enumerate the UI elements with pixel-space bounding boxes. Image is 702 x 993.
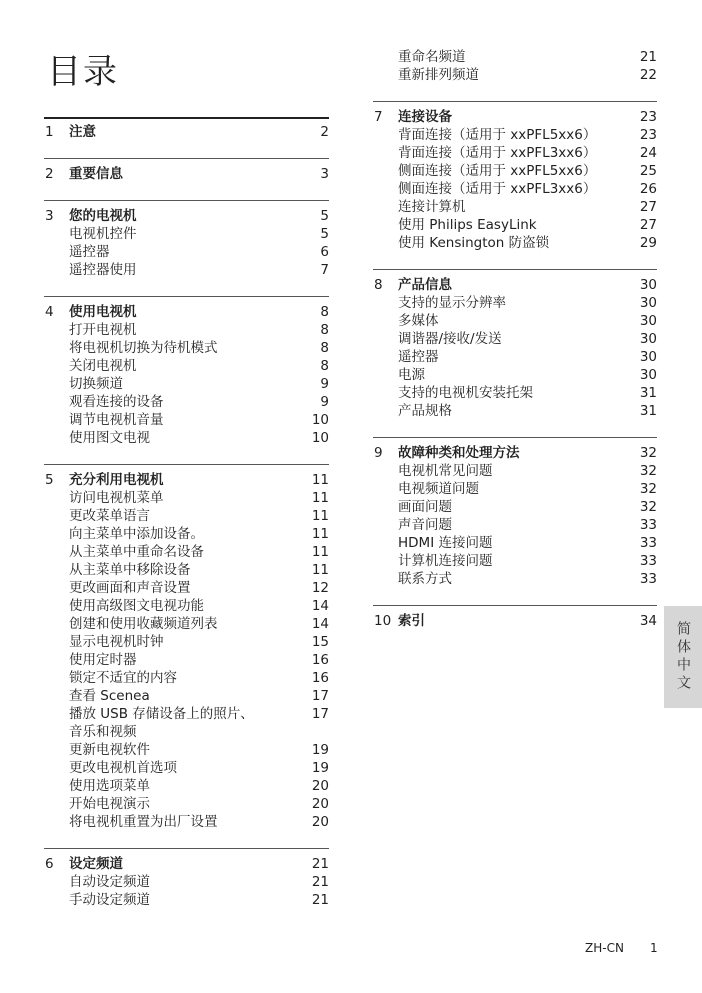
entry-label: 显示电视机时钟: [69, 634, 164, 650]
entry-page-number: 17: [311, 688, 329, 704]
entry-label: 使用选项菜单: [69, 778, 150, 794]
entry-page-number: 11: [311, 562, 329, 578]
entry-page-number: 30: [639, 313, 657, 329]
entry-label: 从主菜单中重命名设备: [69, 544, 204, 560]
entry-label: 向主菜单中添加设备。: [69, 526, 204, 542]
entry-label: 遥控器: [69, 244, 110, 260]
section-number: 5: [45, 472, 54, 488]
entry-page-number: 30: [639, 349, 657, 365]
entry-label: 侧面连接（适用于 xxPFL3xx6）: [398, 181, 597, 197]
toc-section-heading[interactable]: [44, 207, 329, 225]
entry-label: 使用 Kensington 防盗锁: [398, 235, 550, 251]
section-title: 连接设备: [398, 109, 452, 125]
toc-entry[interactable]: [373, 294, 657, 312]
entry-page-number: 21: [311, 874, 329, 890]
section-title: 产品信息: [398, 277, 452, 293]
entry-label: 产品规格: [398, 403, 452, 419]
toc-section: [373, 269, 657, 420]
toc-entry[interactable]: [44, 225, 329, 243]
toc-entry[interactable]: [44, 777, 329, 795]
entry-page-number: 11: [311, 544, 329, 560]
toc-entry[interactable]: [44, 561, 329, 579]
entry-page-number: 20: [311, 796, 329, 812]
entry-label: 开始电视演示: [69, 796, 150, 812]
entry-page-number: 25: [639, 163, 657, 179]
entry-page-number: 24: [639, 145, 657, 161]
entry-page-number: 23: [639, 127, 657, 143]
toc-entry[interactable]: [373, 498, 657, 516]
toc-section: [44, 158, 329, 183]
entry-label: 从主菜单中移除设备: [69, 562, 191, 578]
entry-page-number: 20: [311, 814, 329, 830]
entry-label: 自动设定频道: [69, 874, 150, 890]
entry-label: 多媒体: [398, 313, 439, 329]
entry-label: 支持的显示分辨率: [398, 295, 506, 311]
page-title: 目录: [47, 52, 119, 92]
entry-label: 支持的电视机安装托架: [398, 385, 533, 401]
entry-label: 调节电视机音量: [69, 412, 164, 428]
toc-section: [373, 48, 657, 84]
entry-page-number: 8: [320, 322, 329, 338]
section-number: 4: [45, 304, 54, 320]
toc-entry[interactable]: [44, 429, 329, 447]
toc-entry[interactable]: [373, 312, 657, 330]
entry-label: 电视频道问题: [398, 481, 479, 497]
section-page-number: 32: [639, 445, 657, 461]
entry-page-number: 20: [311, 778, 329, 794]
toc-entry[interactable]: [44, 705, 329, 741]
entry-label: 遥控器: [398, 349, 439, 365]
toc-entry[interactable]: [44, 339, 329, 357]
entry-page-number: 7: [320, 262, 329, 278]
entry-page-number: 17: [311, 706, 329, 722]
toc-entry[interactable]: [373, 462, 657, 480]
entry-label: 电视机常见问题: [398, 463, 493, 479]
toc-section-heading[interactable]: [44, 471, 329, 489]
section-title: 注意: [69, 124, 96, 140]
entry-page-number: 22: [639, 67, 657, 83]
toc-entry[interactable]: [44, 669, 329, 687]
section-number: 3: [45, 208, 54, 224]
section-number: 8: [374, 277, 383, 293]
section-page-number: 5: [320, 208, 329, 224]
entry-page-number: 27: [639, 199, 657, 215]
entry-page-number: 6: [320, 244, 329, 260]
toc-section: [44, 200, 329, 279]
entry-label: 手动设定频道: [69, 892, 150, 908]
section-number: 10: [374, 613, 392, 629]
toc-entry[interactable]: [373, 402, 657, 420]
toc-left-column: [44, 117, 329, 926]
entry-label: 使用高级图文电视功能: [69, 598, 204, 614]
entry-label: 更改画面和声音设置: [69, 580, 191, 596]
entry-label: 更改电视机首选项: [69, 760, 177, 776]
entry-page-number: 11: [311, 490, 329, 506]
entry-page-number: 16: [311, 670, 329, 686]
entry-label: 使用定时器: [69, 652, 137, 668]
section-title: 索引: [398, 613, 425, 629]
entry-page-number: 11: [311, 526, 329, 542]
entry-label: 更新电视软件: [69, 742, 150, 758]
entry-label: 侧面连接（适用于 xxPFL5xx6）: [398, 163, 597, 179]
entry-page-number: 9: [320, 376, 329, 392]
entry-label: 使用图文电视: [69, 430, 150, 446]
toc-entry[interactable]: [44, 489, 329, 507]
toc-section-heading[interactable]: [44, 165, 329, 183]
entry-page-number: 15: [311, 634, 329, 650]
toc-entry[interactable]: [373, 216, 657, 234]
toc-entry[interactable]: [373, 570, 657, 588]
toc-entry[interactable]: [44, 393, 329, 411]
toc-section-heading[interactable]: [373, 276, 657, 294]
section-page-number: 3: [320, 166, 329, 182]
toc-entry[interactable]: [373, 330, 657, 348]
section-number: 6: [45, 856, 54, 872]
entry-page-number: 14: [311, 598, 329, 614]
section-page-number: 21: [311, 856, 329, 872]
entry-page-number: 21: [311, 892, 329, 908]
toc-section-heading[interactable]: [373, 108, 657, 126]
section-number: 7: [374, 109, 383, 125]
toc-entry[interactable]: [373, 126, 657, 144]
entry-label: 观看连接的设备: [69, 394, 164, 410]
toc-right-column: [373, 48, 657, 647]
entry-page-number: 32: [639, 481, 657, 497]
entry-page-number: 9: [320, 394, 329, 410]
entry-page-number: 29: [639, 235, 657, 251]
entry-label: 查看 Scenea: [69, 688, 150, 704]
entry-label: 锁定不适宜的内容: [69, 670, 177, 686]
language-side-tab: [664, 606, 702, 708]
entry-label: 计算机连接问题: [398, 553, 493, 569]
toc-entry[interactable]: [44, 579, 329, 597]
toc-section-heading[interactable]: [373, 612, 657, 630]
entry-label: 联系方式: [398, 571, 452, 587]
toc-entry[interactable]: [44, 633, 329, 651]
entry-label: 更改菜单语言: [69, 508, 150, 524]
entry-label: 电视机控件: [69, 226, 137, 242]
section-page-number: 23: [639, 109, 657, 125]
entry-label: 遥控器使用: [69, 262, 137, 278]
toc-entry[interactable]: [373, 480, 657, 498]
toc-entry[interactable]: [44, 525, 329, 543]
toc-entry[interactable]: [44, 687, 329, 705]
toc-entry[interactable]: [44, 375, 329, 393]
entry-label: 画面问题: [398, 499, 452, 515]
section-number: 2: [45, 166, 54, 182]
entry-page-number: 27: [639, 217, 657, 233]
toc-entry[interactable]: [373, 144, 657, 162]
toc-entry[interactable]: [44, 873, 329, 891]
toc-entry[interactable]: [44, 357, 329, 375]
entry-page-number: 31: [639, 385, 657, 401]
section-title: 您的电视机: [69, 208, 137, 224]
toc-entry[interactable]: [373, 66, 657, 84]
section-page-number: 2: [320, 124, 329, 140]
toc-section-heading[interactable]: [44, 855, 329, 873]
entry-page-number: 33: [639, 517, 657, 533]
entry-label: 播放 USB 存储设备上的照片、 音乐和视频: [69, 706, 254, 740]
toc-section-heading[interactable]: [44, 303, 329, 321]
section-title: 重要信息: [69, 166, 123, 182]
entry-label: 重命名频道: [398, 49, 466, 65]
entry-label: HDMI 连接问题: [398, 535, 493, 551]
toc-entry[interactable]: [44, 411, 329, 429]
toc-entry[interactable]: [373, 534, 657, 552]
toc-entry[interactable]: [44, 759, 329, 777]
entry-page-number: 14: [311, 616, 329, 632]
toc-entry[interactable]: [373, 366, 657, 384]
toc-entry[interactable]: [44, 597, 329, 615]
entry-page-number: 32: [639, 499, 657, 515]
toc-section-heading[interactable]: [44, 123, 329, 141]
toc-entry[interactable]: [373, 516, 657, 534]
section-title: 使用电视机: [69, 304, 137, 320]
toc-entry[interactable]: [44, 651, 329, 669]
section-page-number: 30: [639, 277, 657, 293]
entry-page-number: 5: [320, 226, 329, 242]
entry-label: 背面连接（适用于 xxPFL5xx6）: [398, 127, 597, 143]
entry-label: 声音问题: [398, 517, 452, 533]
entry-page-number: 33: [639, 535, 657, 551]
entry-page-number: 21: [639, 49, 657, 65]
toc-entry[interactable]: [44, 261, 329, 279]
toc-section: [44, 117, 329, 141]
toc-section: [44, 296, 329, 447]
entry-label: 使用 Philips EasyLink: [398, 217, 537, 233]
footer-language-code: ZH-CN: [585, 941, 624, 955]
entry-label: 重新排列频道: [398, 67, 479, 83]
section-title: 充分利用电视机: [69, 472, 164, 488]
toc-entry[interactable]: [44, 321, 329, 339]
entry-page-number: 16: [311, 652, 329, 668]
toc-entry[interactable]: [44, 543, 329, 561]
toc-entry[interactable]: [44, 741, 329, 759]
section-page-number: 8: [320, 304, 329, 320]
entry-page-number: 11: [311, 508, 329, 524]
toc-entry[interactable]: [44, 615, 329, 633]
language-side-tab-label: 简体中文: [675, 621, 691, 693]
entry-label: 创建和使用收藏频道列表: [69, 616, 218, 632]
entry-page-number: 12: [311, 580, 329, 596]
toc-entry[interactable]: [373, 234, 657, 252]
toc-section: [44, 848, 329, 909]
entry-page-number: 8: [320, 340, 329, 356]
entry-page-number: 10: [311, 430, 329, 446]
entry-page-number: 19: [311, 742, 329, 758]
toc-entry[interactable]: [373, 162, 657, 180]
entry-page-number: 19: [311, 760, 329, 776]
entry-label: 连接计算机: [398, 199, 466, 215]
entry-page-number: 33: [639, 571, 657, 587]
entry-label: 将电视机切换为待机模式: [69, 340, 218, 356]
toc-entry[interactable]: [373, 198, 657, 216]
toc-entry[interactable]: [44, 813, 329, 831]
footer-page-number: 1: [650, 941, 658, 955]
toc-entry[interactable]: [373, 384, 657, 402]
entry-label: 电源: [398, 367, 425, 383]
toc-section: [373, 101, 657, 252]
entry-page-number: 31: [639, 403, 657, 419]
toc-section-heading[interactable]: [373, 444, 657, 462]
toc-section: [373, 605, 657, 630]
entry-page-number: 30: [639, 367, 657, 383]
entry-page-number: 30: [639, 295, 657, 311]
entry-page-number: 8: [320, 358, 329, 374]
entry-label: 访问电视机菜单: [69, 490, 164, 506]
section-title: 故障种类和处理方法: [398, 445, 520, 461]
section-title: 设定频道: [69, 856, 123, 872]
entry-label: 切换频道: [69, 376, 123, 392]
toc-entry[interactable]: [44, 507, 329, 525]
section-page-number: 11: [311, 472, 329, 488]
toc-entry[interactable]: [44, 243, 329, 261]
entry-page-number: 33: [639, 553, 657, 569]
toc-entry[interactable]: [373, 48, 657, 66]
toc-section: [373, 437, 657, 588]
entry-page-number: 26: [639, 181, 657, 197]
section-page-number: 34: [639, 613, 657, 629]
entry-label: 背面连接（适用于 xxPFL3xx6）: [398, 145, 597, 161]
toc-entry[interactable]: [44, 891, 329, 909]
entry-page-number: 10: [311, 412, 329, 428]
toc-entry[interactable]: [373, 348, 657, 366]
toc-entry[interactable]: [373, 180, 657, 198]
section-number: 1: [45, 124, 54, 140]
entry-label: 将电视机重置为出厂设置: [69, 814, 218, 830]
entry-label: 调谐器/接收/发送: [398, 331, 502, 347]
section-number: 9: [374, 445, 383, 461]
entry-label: 关闭电视机: [69, 358, 137, 374]
toc-entry[interactable]: [44, 795, 329, 813]
toc-entry[interactable]: [373, 552, 657, 570]
entry-page-number: 32: [639, 463, 657, 479]
entry-label: 打开电视机: [69, 322, 137, 338]
toc-section: [44, 464, 329, 831]
entry-page-number: 30: [639, 331, 657, 347]
